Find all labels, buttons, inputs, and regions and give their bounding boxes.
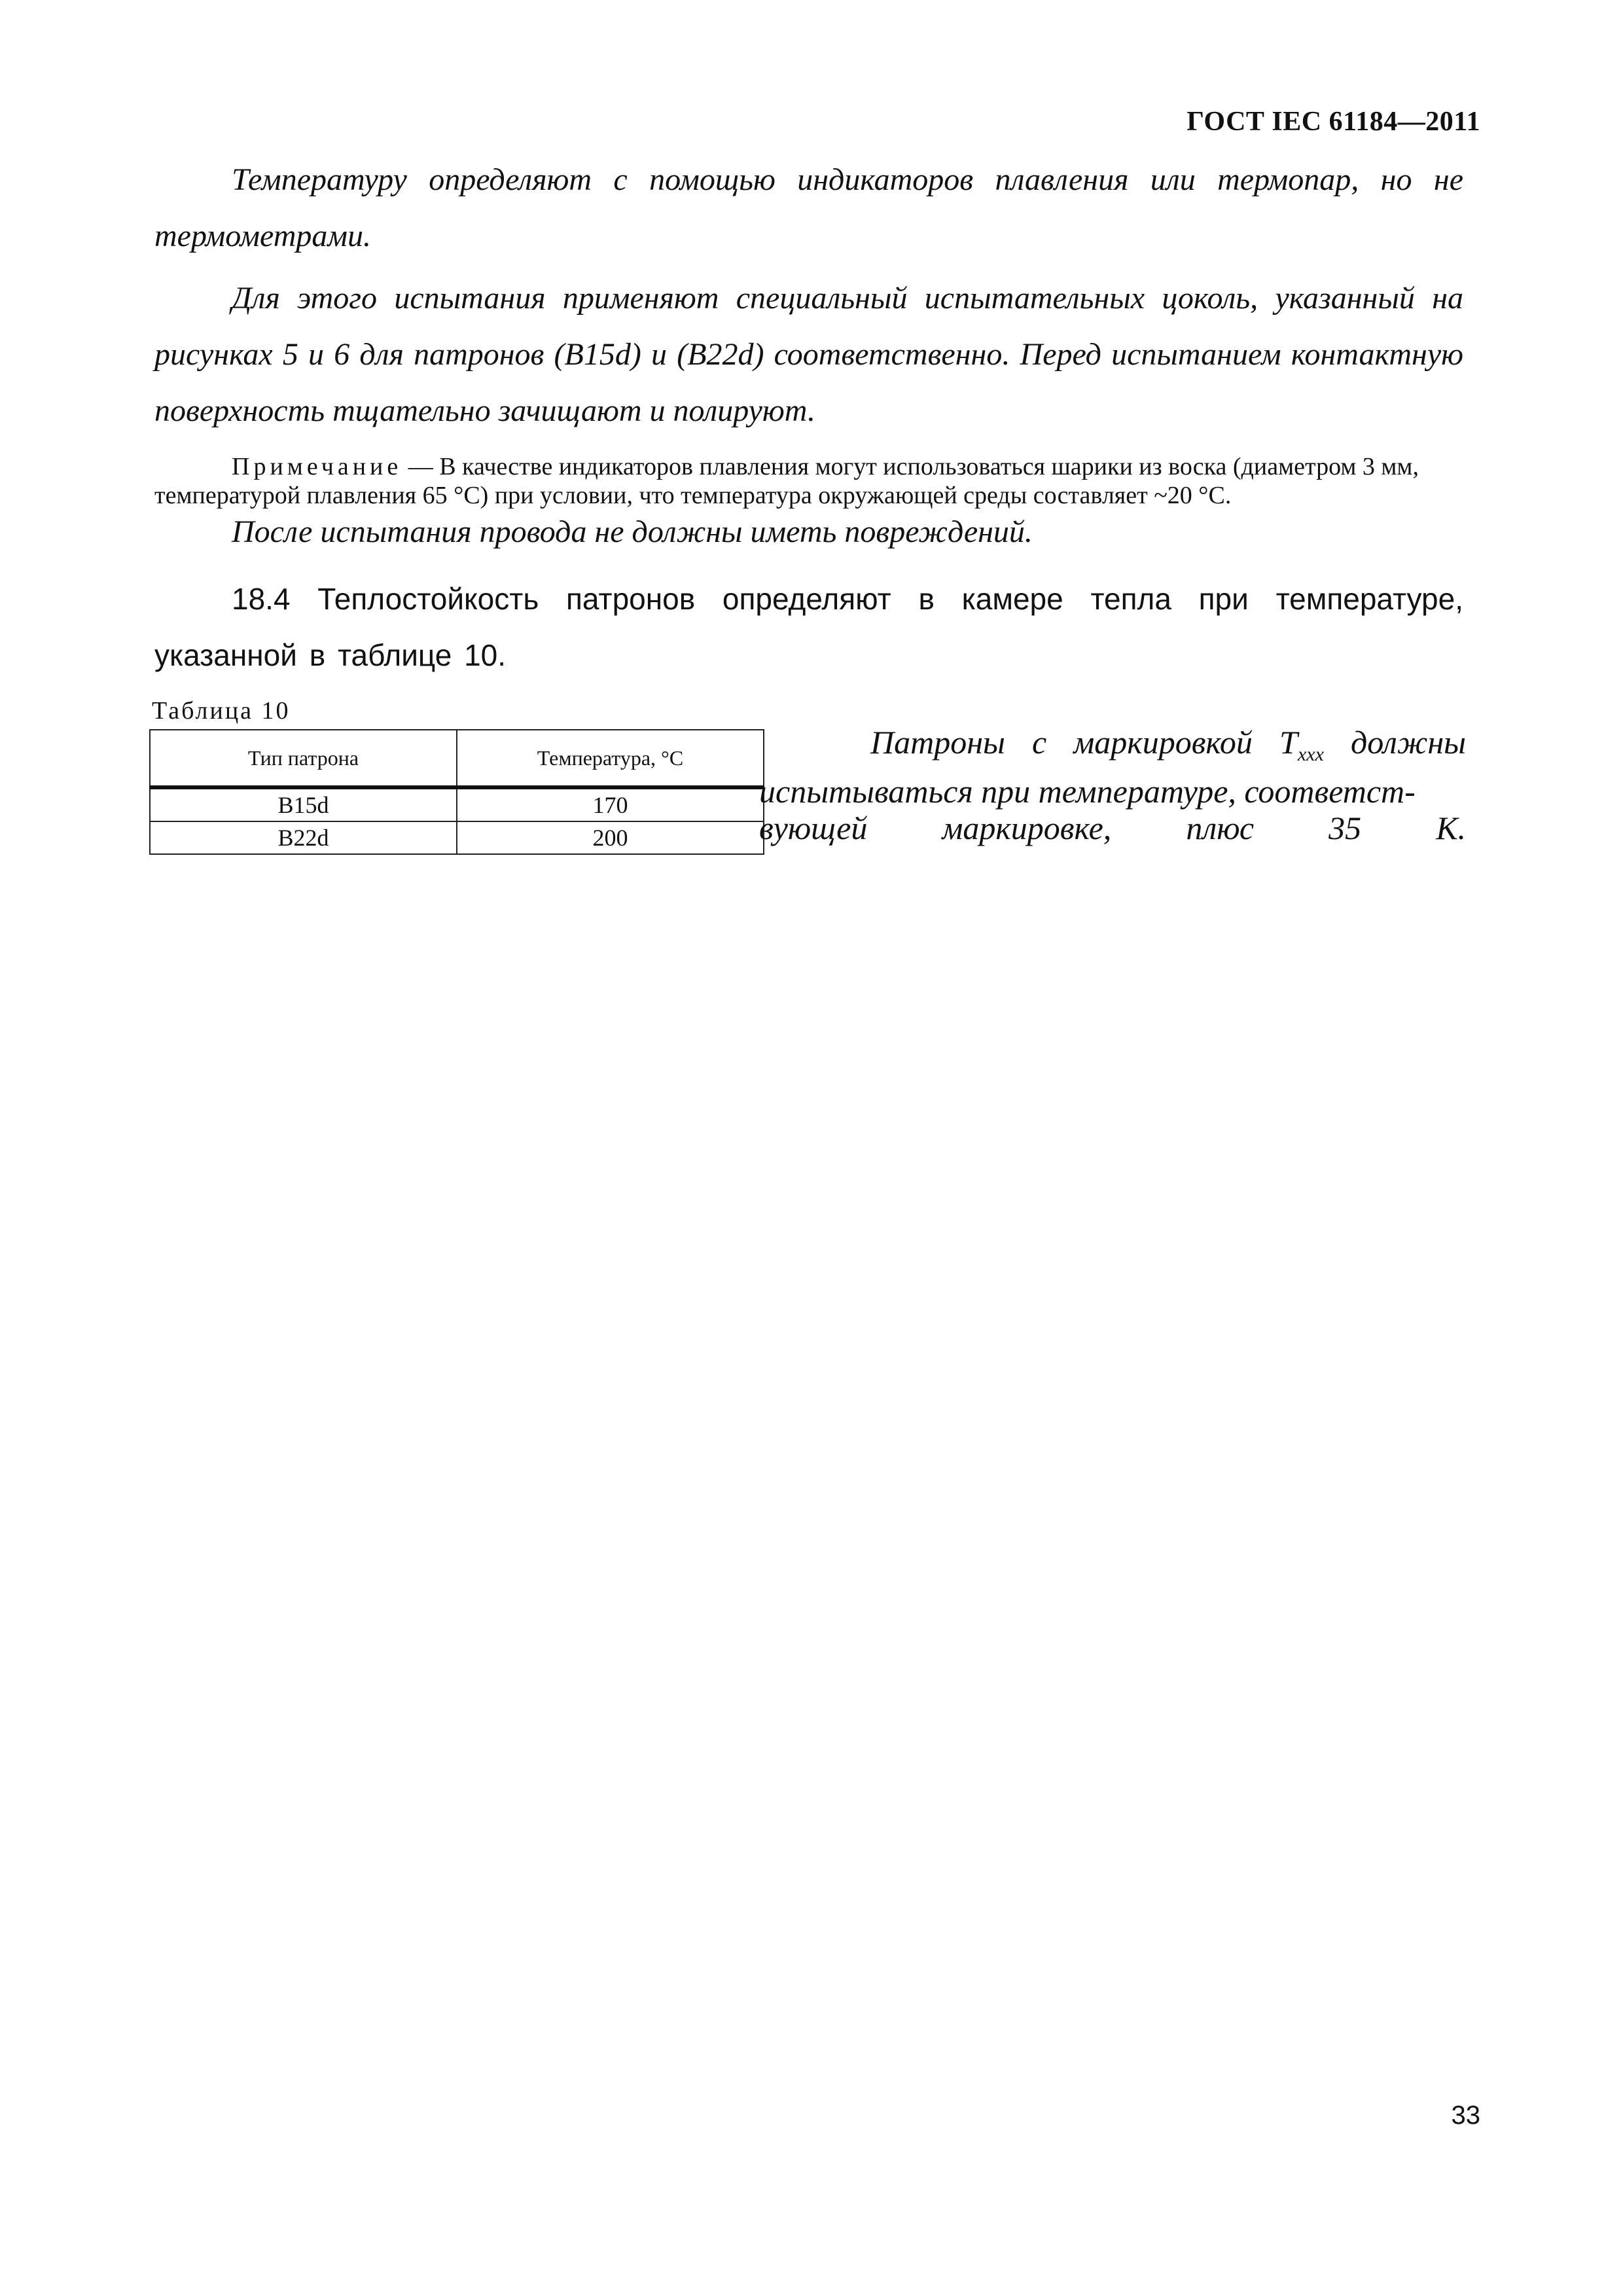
side-note-part1: Патроны с маркировкой <box>870 724 1280 761</box>
table-caption: Таблица 10 <box>152 697 291 725</box>
table-cell: 200 <box>457 821 764 854</box>
table-cell: B15d <box>150 787 457 821</box>
data-table <box>149 729 764 855</box>
table-header-cell: Температура, °С <box>457 730 764 787</box>
side-note-part2: должны испытываться при температуре, соответст- <box>759 724 1466 810</box>
marking-symbol: T <box>1279 724 1298 761</box>
page-number: 33 <box>1451 2101 1480 2130</box>
table-cell: B22d <box>150 821 457 854</box>
marking-subscript: xxx <box>1297 744 1324 765</box>
paragraph-after-test: После испытания провода не должны иметь повреждений. <box>232 514 1033 549</box>
side-note-marking <box>759 724 1466 846</box>
paragraph-test-cap: Для этого испытания применяют специальный испытательных цоколь, указанный на рисунках 5 и 6 для патронов (B15d) и (B22d) соответственно. Перед испытанием контактную поверхность тщательно зачищают и полируют. <box>154 281 1463 428</box>
note-label: Примечание <box>232 453 402 480</box>
paragraph-18-4: 18.4 Теплостойкость патронов определяют в камере тепла при температуре, указанной в таблице 10. <box>154 582 1463 672</box>
table-row <box>150 821 764 854</box>
note-paragraph <box>154 452 1503 510</box>
document-standard-header: ГОСТ IEC 61184—2011 <box>1186 107 1480 137</box>
note-text: — В качестве индикаторов плавления могут использоваться шарики из воска (диаметром 3 мм, температурой плавления 65 °С) при условии, что температура окружающей среды составляет ~20 °С. <box>154 453 1419 509</box>
side-note-last-line: вующей маркировке, плюс 35 К. <box>759 810 1466 846</box>
paragraph-temperature: Температуру определяют с помощью индикаторов плавления или термопар, но не термометрами. <box>154 162 1463 253</box>
table-header-row <box>150 730 764 787</box>
table-header-cell: Тип патрона <box>150 730 457 787</box>
table-row <box>150 787 764 821</box>
table-cell: 170 <box>457 787 764 821</box>
